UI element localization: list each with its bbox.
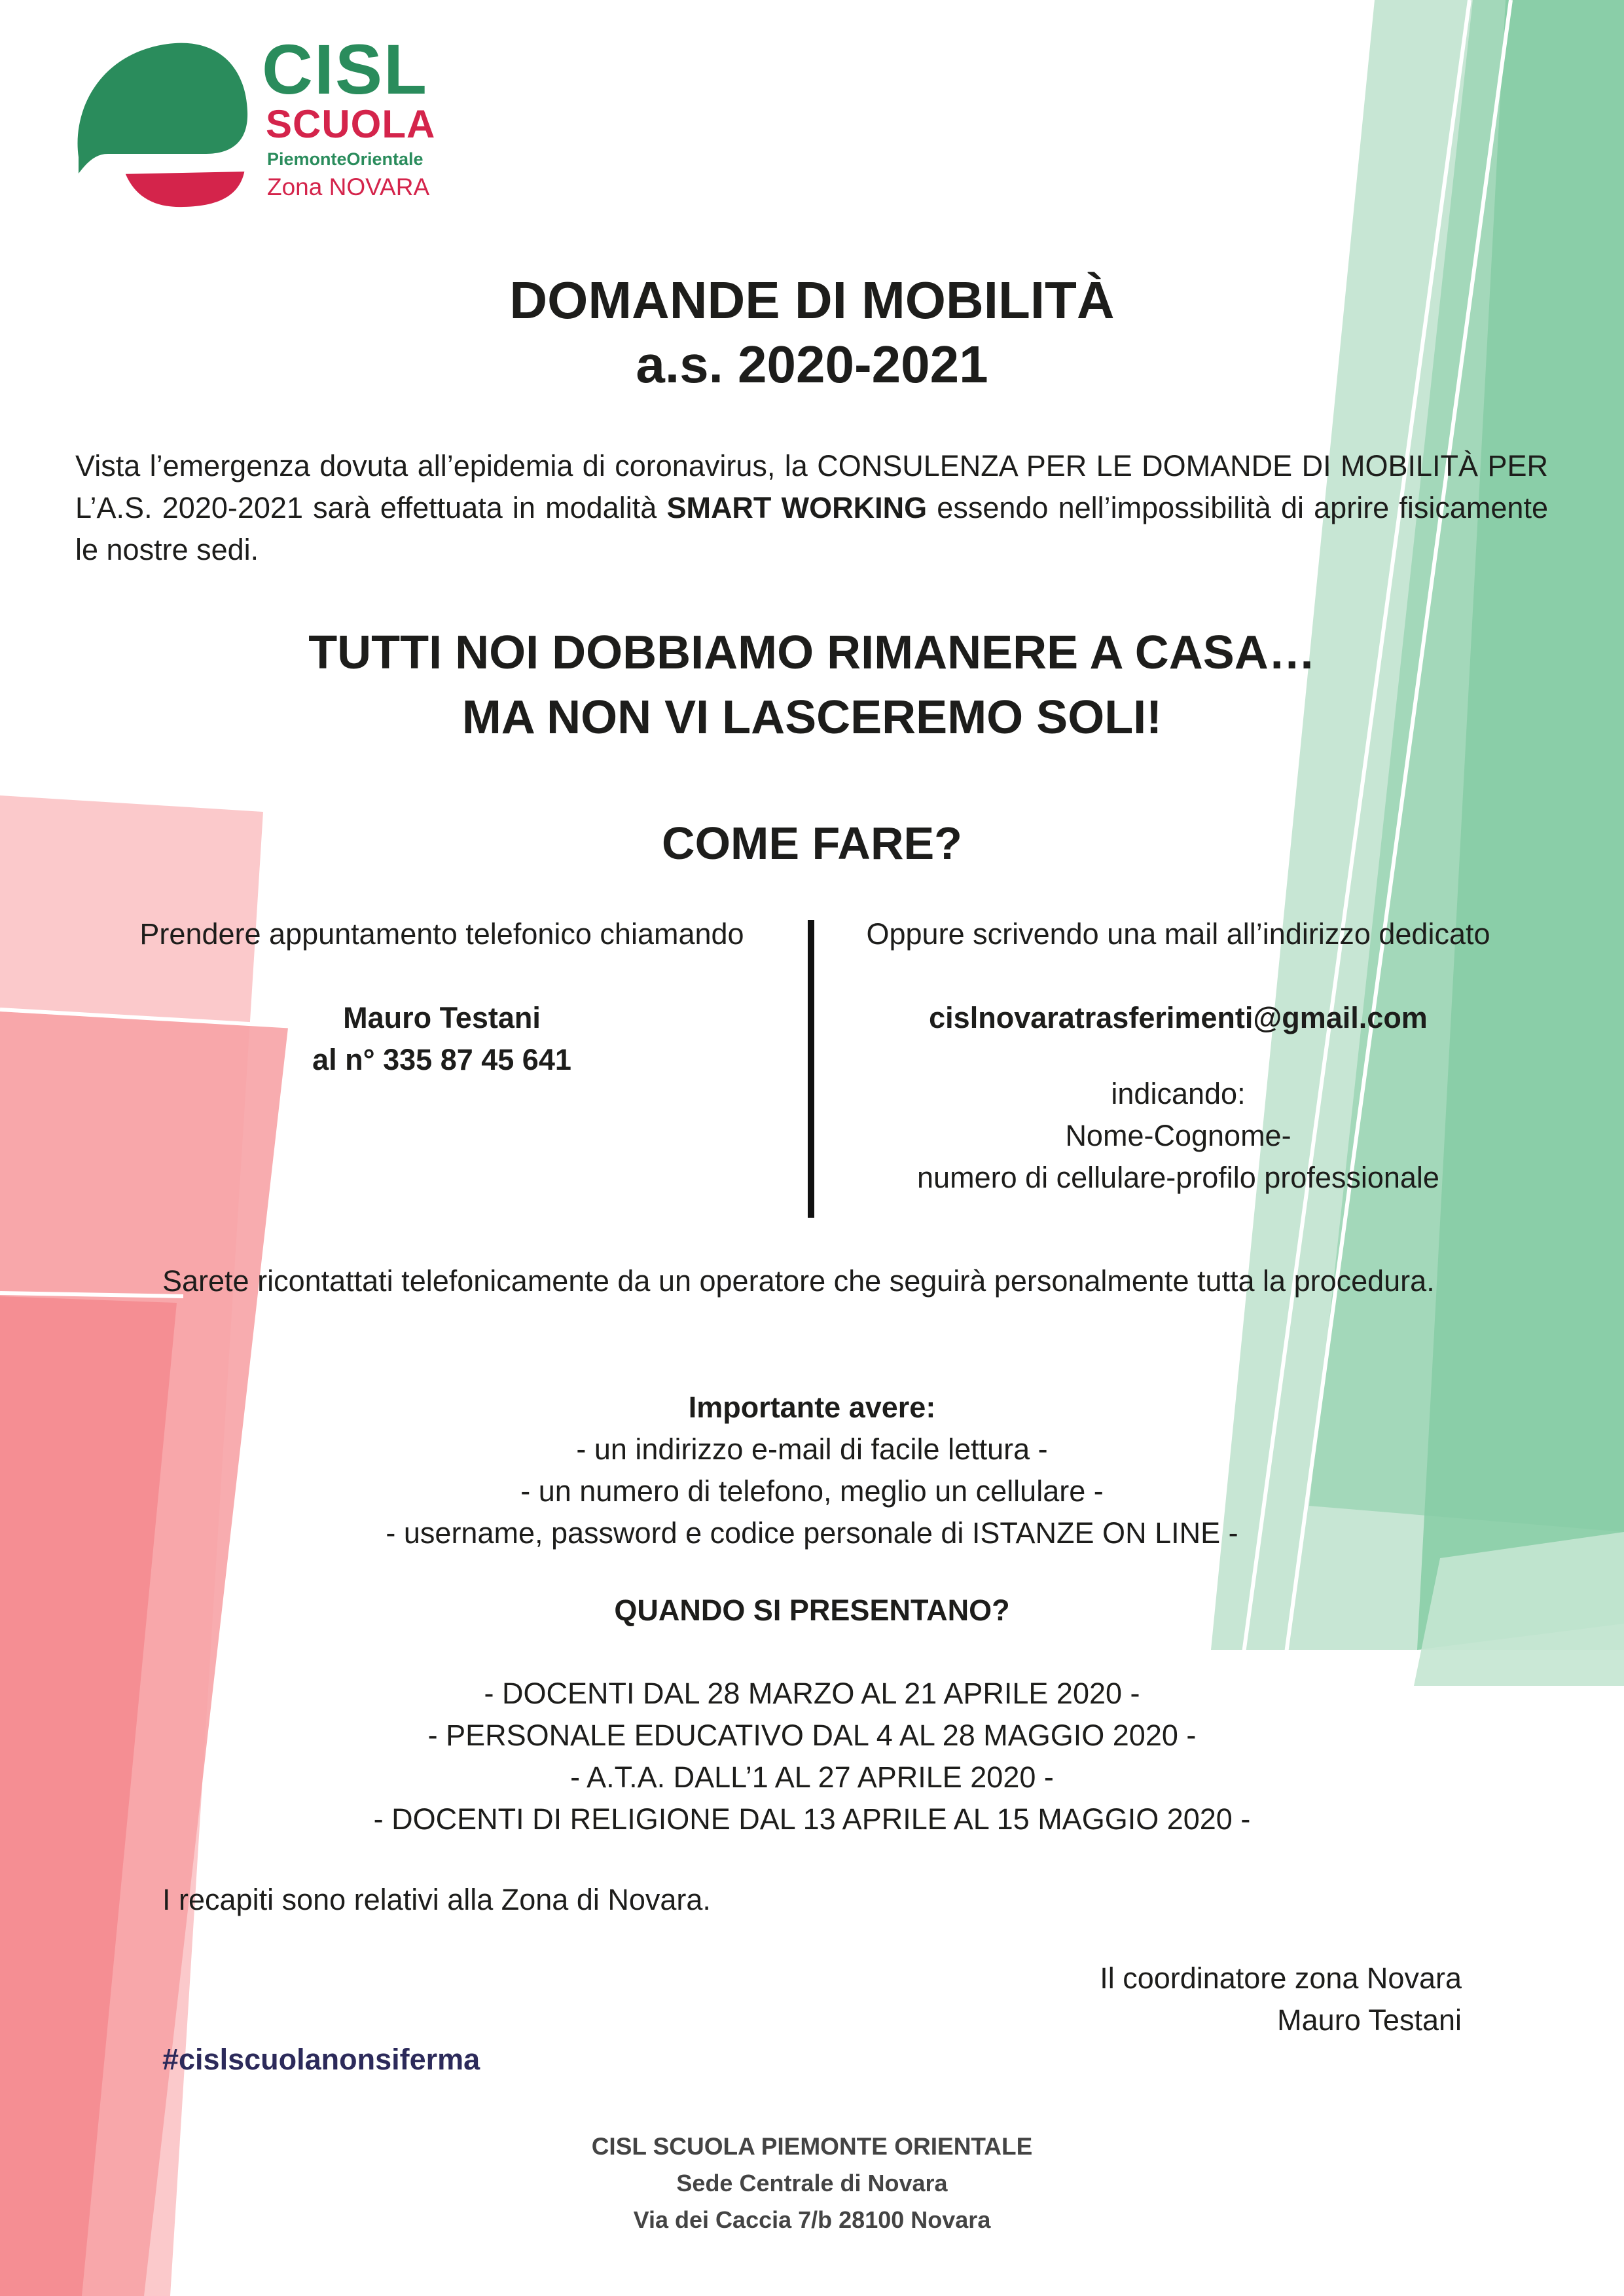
contact-name: Mauro Testani: [343, 1000, 541, 1034]
title-line-2: a.s. 2020-2021: [636, 335, 988, 393]
when-heading: QUANDO SI PRESENTANO?: [614, 1594, 1010, 1627]
email-contact-column: [818, 913, 1538, 1198]
important-item: - un numero di telefono, meglio un cellulare -: [520, 1474, 1104, 1508]
phone-contact-column: [79, 913, 805, 1081]
date-item: - DOCENTI DAL 28 MARZO AL 21 APRILE 2020 -: [484, 1677, 1140, 1710]
date-item: - A.T.A. DALL’1 AL 27 APRILE 2020 -: [570, 1760, 1054, 1794]
recall-paragraph: Sarete ricontattati telefonicamente da un operatore che seguirà personalmente tutta la procedura.: [162, 1264, 1435, 1298]
email-instructions: Oppure scrivendo una mail all’indirizzo dedicato: [866, 917, 1490, 951]
intro-text-1: Vista l’emergenza dovuta all’epidemia di coronavirus, la CONSULENZA PER LE DOMANDE DI MOBILITÀ PER L’A.S. 2020-2021 sarà effettuata in modalità: [75, 449, 1548, 524]
important-item: - un indirizzo e-mail di facile lettura -: [576, 1432, 1048, 1466]
important-section: [0, 1387, 1624, 1554]
logo-zone-text: Zona NOVARA: [267, 173, 430, 200]
important-title: Importante avere:: [688, 1391, 936, 1424]
signature-name: Mauro Testani: [1277, 2003, 1462, 2037]
intro-emphasis: SMART WORKING: [666, 490, 928, 524]
logo-sub-text: SCUOLA: [266, 102, 436, 146]
phone-instructions: Prendere appuntamento telefonico chiamando: [139, 917, 744, 951]
column-divider: [808, 920, 814, 1218]
intro-text-2: essendo nell’impossibilità di aprire fisicamente le nostre sedi.: [75, 490, 1548, 566]
dates-list: [0, 1673, 1624, 1840]
logo-region-text: PiemonteOrientale: [267, 149, 424, 169]
email-indicate-line-3: numero di cellulare-profilo professionale: [917, 1160, 1439, 1194]
slogan-line-1: TUTTI NOI DOBBIAMO RIMANERE A CASA…: [308, 627, 1316, 679]
slogan-line-2: MA NON VI LASCEREMO SOLI!: [461, 691, 1163, 744]
document-title: [0, 268, 1624, 396]
zone-note: I recapiti sono relativi alla Zona di Novara.: [162, 1883, 711, 1916]
cisl-scuola-logo: [72, 29, 465, 216]
footer-org: CISL SCUOLA PIEMONTE ORIENTALE: [591, 2133, 1033, 2160]
footer-address: Via dei Caccia 7/b 28100 Novara: [633, 2206, 991, 2234]
footer: [0, 2128, 1624, 2238]
title-line-1: DOMANDE DI MOBILITÀ: [509, 271, 1115, 329]
intro-paragraph: [75, 445, 1548, 571]
date-item: - DOCENTI DI RELIGIONE DAL 13 APRILE AL 15 MAGGIO 2020 -: [373, 1802, 1251, 1836]
how-to-heading: COME FARE?: [662, 818, 962, 869]
contact-phone[interactable]: al n° 335 87 45 641: [312, 1042, 571, 1076]
slogan: [0, 621, 1624, 751]
signature: [982, 1958, 1462, 2041]
logo-emblem-icon: [72, 33, 262, 210]
footer-office: Sede Centrale di Novara: [676, 2170, 948, 2197]
logo-brand-text: CISL: [262, 29, 429, 109]
important-item: - username, password e codice personale di ISTANZE ON LINE -: [386, 1516, 1238, 1550]
email-indicate-label: indicando:: [1111, 1076, 1246, 1110]
signature-role: Il coordinatore zona Novara: [1100, 1961, 1462, 1995]
contact-email[interactable]: cislnovaratrasferimenti@gmail.com: [929, 1000, 1428, 1034]
date-item: - PERSONALE EDUCATIVO DAL 4 AL 28 MAGGIO 2020 -: [427, 1718, 1197, 1752]
hashtag: #cislscuolanonsiferma: [162, 2043, 480, 2076]
email-indicate-line-2: Nome-Cognome-: [1065, 1118, 1291, 1152]
